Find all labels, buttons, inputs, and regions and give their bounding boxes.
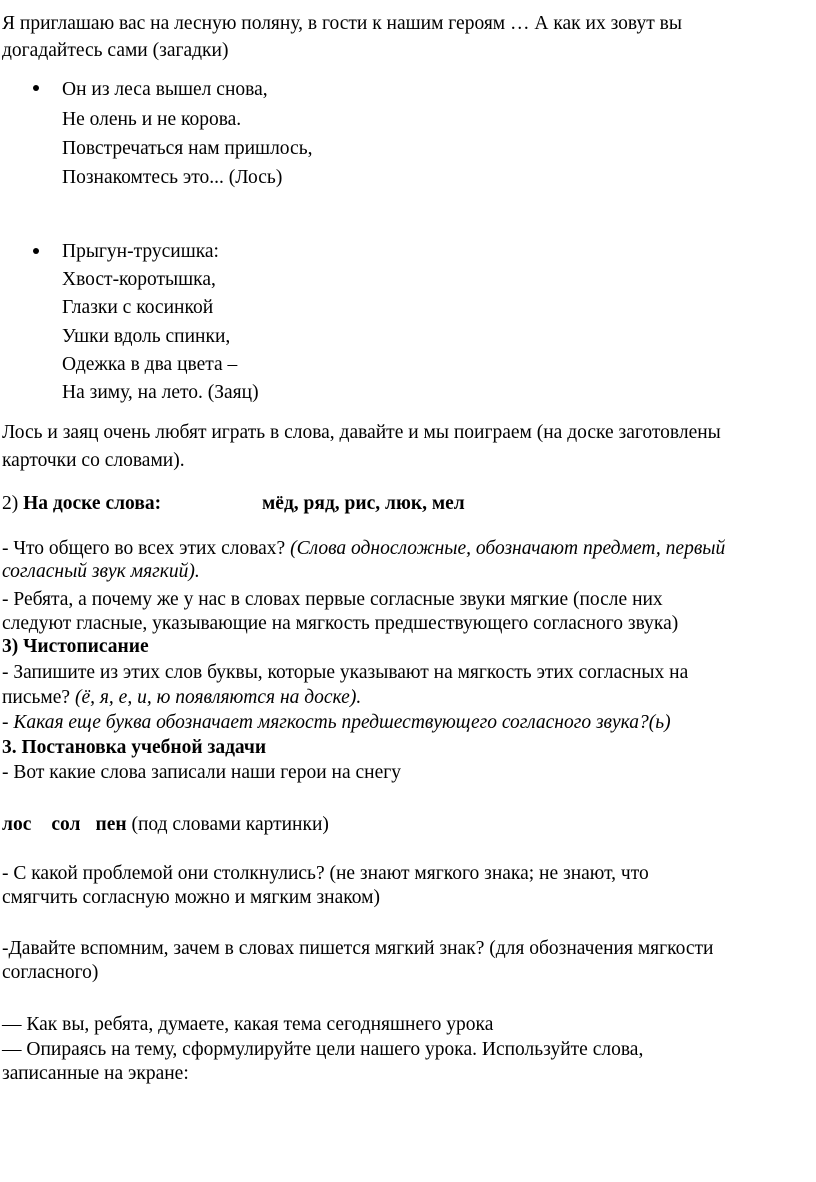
question-1-line-1 xyxy=(2,539,725,559)
section-2-number: 2) xyxy=(2,493,24,514)
section-3-heading: 3) Чистописание xyxy=(2,636,149,657)
game-line-1: Лось и заяц очень любят играть в слова, давайте и мы поиграем (на доске заготовлены xyxy=(2,422,721,443)
bullet-riddle-2 xyxy=(33,248,39,254)
question-1-tail: . xyxy=(194,561,200,582)
riddle-2-line-2: Хвост-коротышка, xyxy=(62,269,216,290)
question-2-line-2: следуют гласные, указывающие на мягкость предшествующего согласного звука) xyxy=(2,613,679,634)
riddle-2-line-4: Ушки вдоль спинки, xyxy=(62,326,231,347)
bullet-riddle-1 xyxy=(33,85,39,91)
riddle-1-line-3: Повстречаться нам пришлось, xyxy=(62,138,313,159)
question-1-line-2 xyxy=(2,562,200,582)
task-line-3: - Какая еще буква обозначает мягкость предшествующего согласного звука?(ь) xyxy=(2,712,671,733)
words-row-note: (под словами картинки) xyxy=(126,814,329,835)
recall-line-2: согласного) xyxy=(2,962,99,983)
question-1-text: - Что общего во всех этих словах? xyxy=(2,538,291,559)
riddle-2-line-1: Прыгун-трусишка: xyxy=(62,241,219,262)
snow-line: - Вот какие слова записали наши герои на снегу xyxy=(2,762,401,783)
section-2-line xyxy=(2,494,161,514)
word-2: сол xyxy=(51,814,81,835)
question-1-answer: (Слова односложные, обозначают предмет, первый xyxy=(290,538,726,559)
word-1: лос xyxy=(2,814,32,835)
problem-line-2: смягчить согласную можно и мягким знаком) xyxy=(2,887,380,908)
intro-line-1: Я приглашаю вас на лесную поляну, в гости к нашим героям … А как их зовут вы xyxy=(2,13,682,34)
words-row xyxy=(2,815,329,835)
riddle-1-line-1: Он из леса вышел снова, xyxy=(62,79,268,100)
section-4-heading: 3. Постановка учебной задачи xyxy=(2,737,267,758)
game-line-2: карточки со словами). xyxy=(2,450,185,471)
question-1-answer-cont: согласный звук мягкий) xyxy=(2,561,195,582)
recall-line-1: -Давайте вспомним, зачем в словах пишется мягкий знак? (для обозначения мягкости xyxy=(2,938,714,959)
riddle-2-line-6: На зиму, на лето. (Заяц) xyxy=(62,382,259,403)
topic-line-1: — Как вы, ребята, думаете, какая тема сегодняшнего урока xyxy=(2,1014,494,1035)
task-line-1: - Запишите из этих слов буквы, которые указывают на мягкость этих согласных на xyxy=(2,662,689,683)
task-line-2 xyxy=(2,688,361,708)
task-line-2-italic: (ё, я, е, и, ю появляются на доске). xyxy=(74,687,362,708)
task-line-2-text: письме? xyxy=(2,687,75,708)
riddle-1-line-2: Не олень и не корова. xyxy=(62,109,242,130)
riddle-2-line-3: Глазки с косинкой xyxy=(62,297,214,318)
word-3: пен xyxy=(95,814,127,835)
riddle-2-line-5: Одежка в два цвета – xyxy=(62,354,238,375)
intro-line-2: догадайтесь сами (загадки) xyxy=(2,40,229,61)
problem-line-1: - С какой проблемой они столкнулись? (не знают мягкого знака; не знают, что xyxy=(2,863,649,884)
section-2-words: мёд, ряд, рис, люк, мел xyxy=(262,493,465,514)
topic-line-2: — Опираясь на тему, сформулируйте цели нашего урока. Используйте слова, xyxy=(2,1039,644,1060)
riddle-1-line-4: Познакомтесь это... (Лось) xyxy=(62,167,283,188)
section-2-label: На доске слова: xyxy=(23,493,162,514)
topic-line-3: записанные на экране: xyxy=(2,1063,189,1084)
question-2-line-1: - Ребята, а почему же у нас в словах первые согласные звуки мягкие (после них xyxy=(2,589,663,610)
